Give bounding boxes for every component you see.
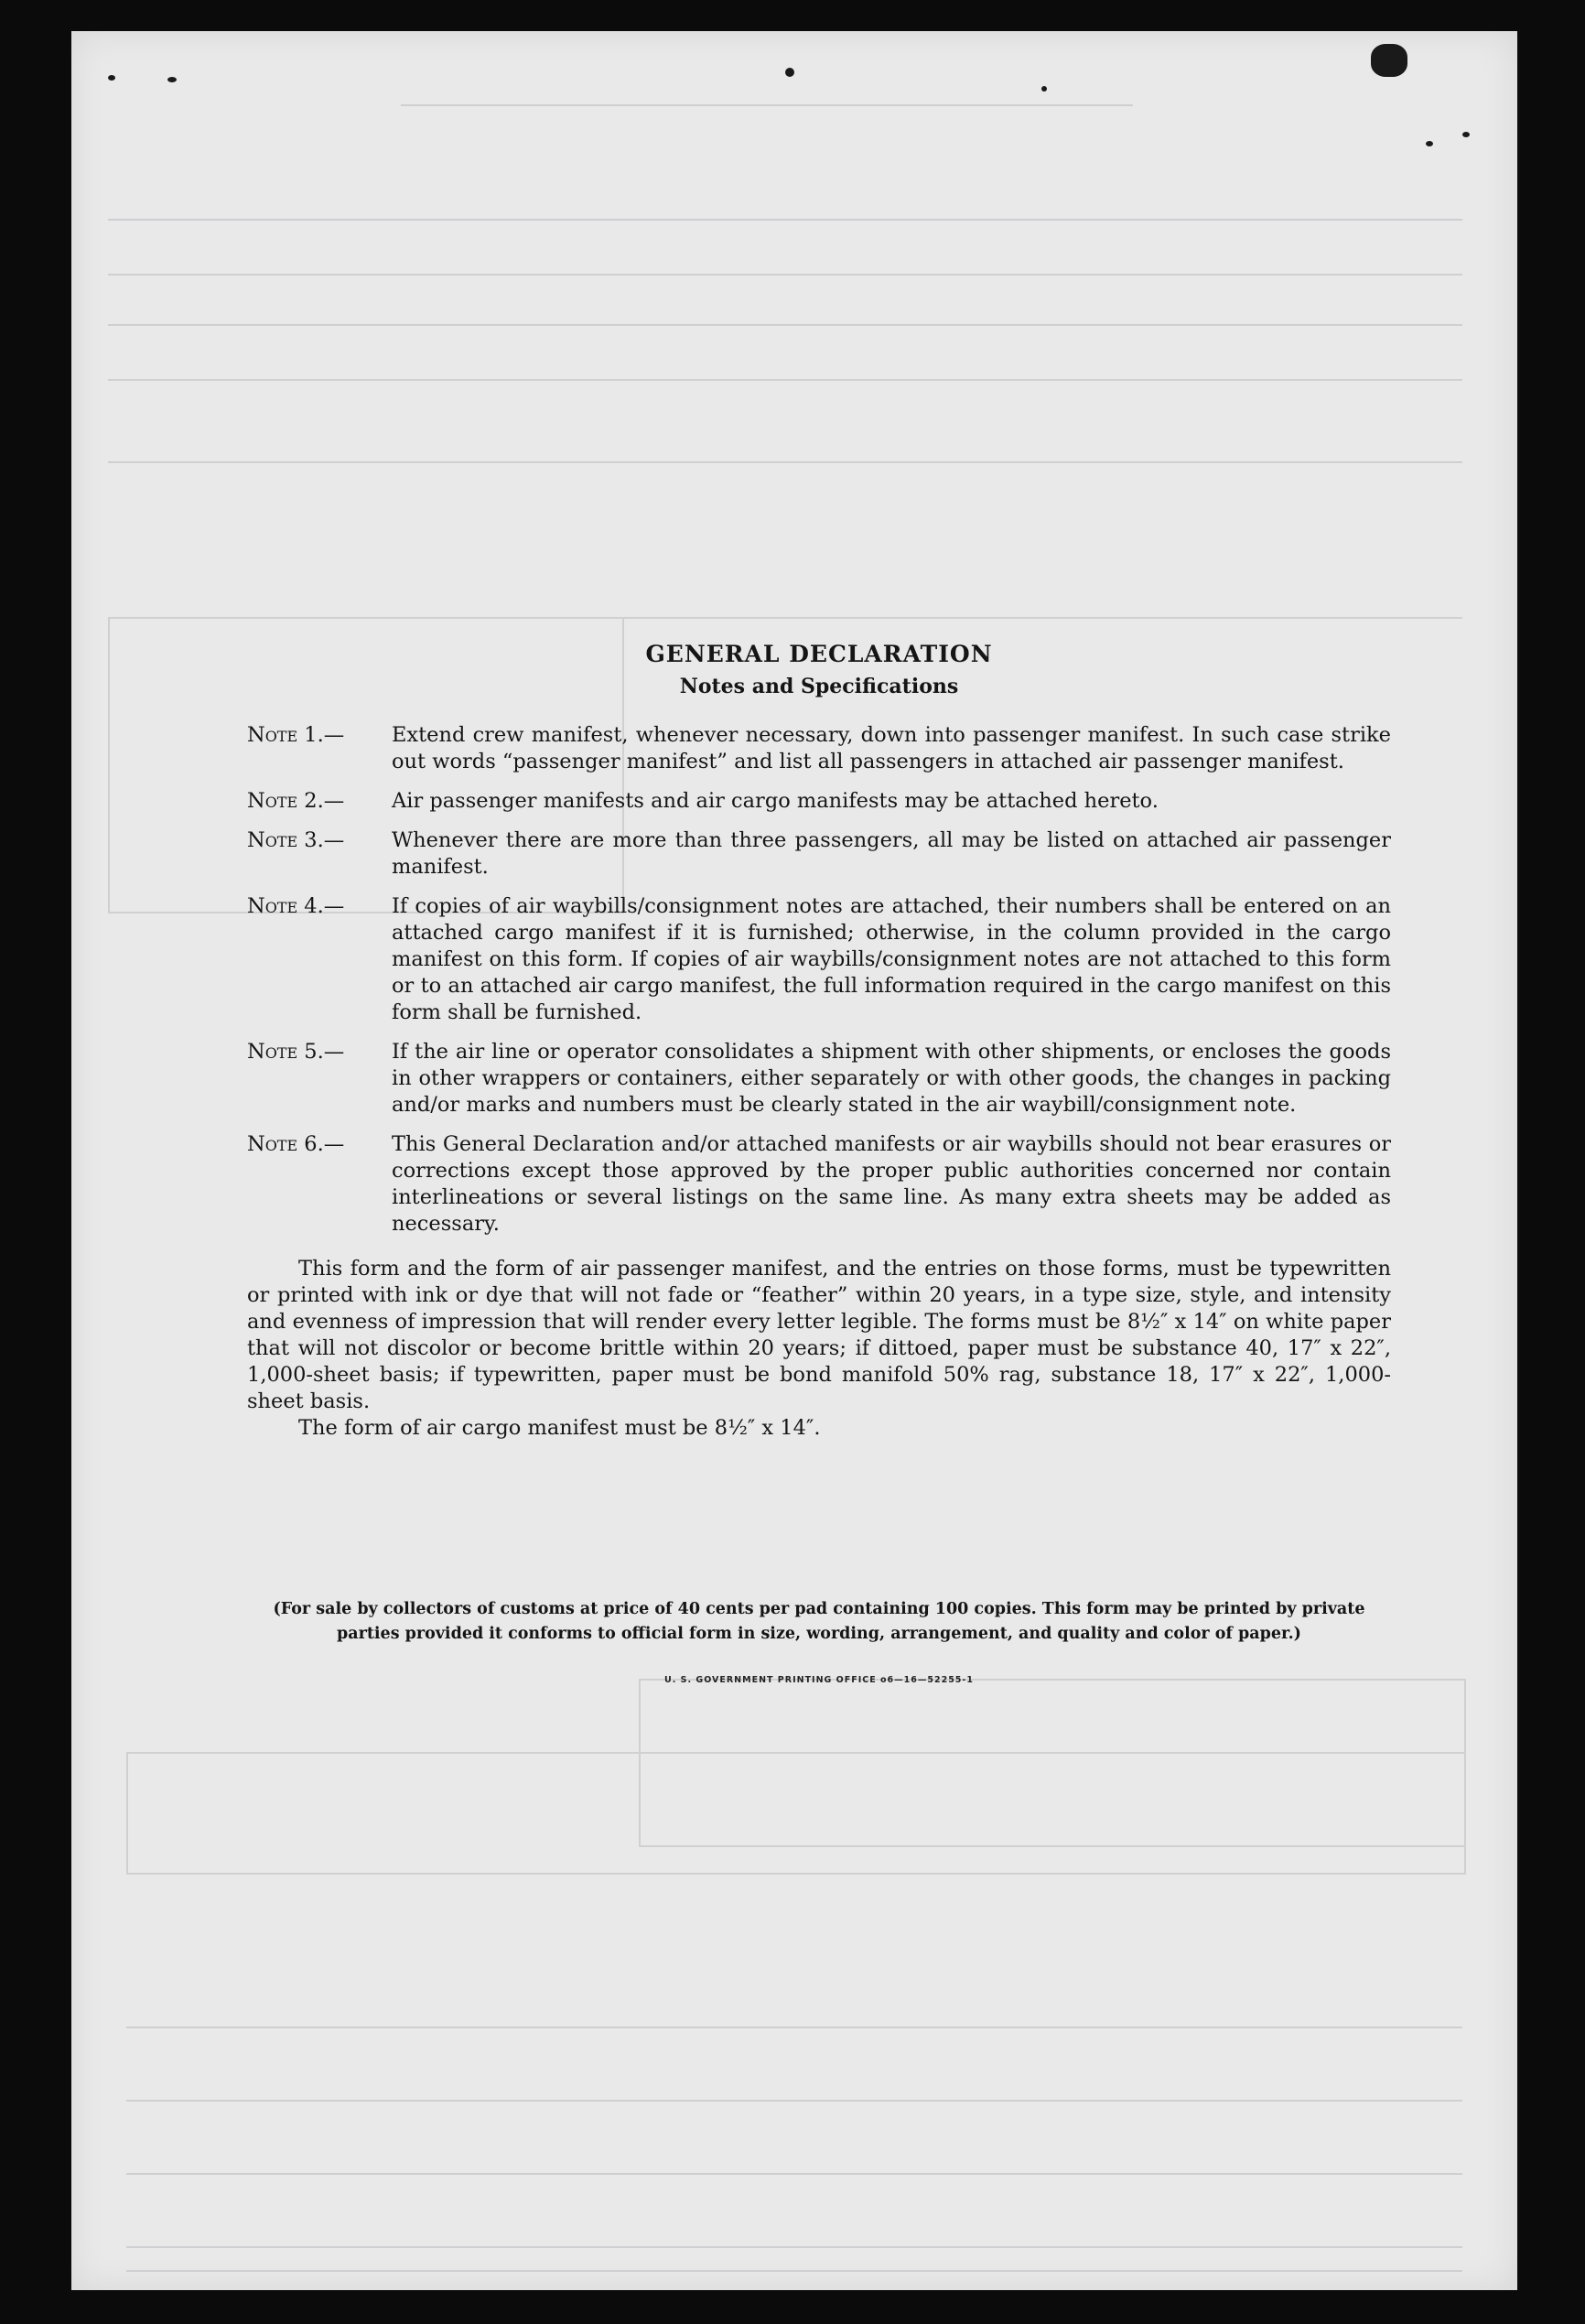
speck-mark [167, 77, 177, 82]
bleed-through-mark [108, 219, 1462, 221]
note-text: Extend crew manifest, whenever necessary, down into passenger manifest. In such case strike out words “passenger manifest” and list all passengers in attached air passenger manifest. [392, 723, 1391, 773]
cargo-form-size-line: The form of air cargo manifest must be 8½″ x 14″. [298, 1416, 821, 1440]
printer-imprint: U. S. GOVERNMENT PRINTING OFFICE o6—16—52255-1 [664, 1675, 974, 1685]
bleed-through-mark [126, 2246, 1462, 2248]
speck-mark [108, 75, 115, 81]
note-6 [247, 1131, 1391, 1238]
bleed-through-mark [108, 461, 1462, 463]
document-subtitle: Notes and Specifications [679, 675, 959, 698]
note-text: If the air line or operator consolidates a shipment with other shipments, or encloses the goods in other wrappers or containers, either separately or with other goods, the changes in packing and/or marks and numbers must be clearly stated in the air waybill/consignment note. [392, 1040, 1391, 1117]
note-label: Note 6.— [247, 1132, 345, 1156]
speck-mark [1426, 141, 1433, 146]
speck-mark [1041, 86, 1047, 92]
note-text: If copies of air waybills/consignment notes are attached, their numbers shall be entered on an attached cargo manifest if it is furnished; otherwise, in the column provided in the cargo manifest on this form. If copies of air waybills/consignment notes are not attached to this form or to an attached air cargo manifest, the full information required in the cargo manifest on this form shall be furnished. [392, 894, 1391, 1024]
speck-mark [1462, 132, 1470, 137]
note-text: This General Declaration and/or attached manifests or air waybills should not bear erasures or corrections except those approved by the proper public authorities concerned nor contain interlineations or several listings on the same line. As many extra sheets may be added as necessary. [392, 1132, 1391, 1236]
bleed-through-mark [126, 2100, 1462, 2102]
note-label: Note 5.— [247, 1040, 345, 1064]
note-3 [247, 827, 1391, 881]
note-label: Note 2.— [247, 789, 345, 813]
note-text: Whenever there are more than three passengers, all may be listed on attached air passenger manifest. [392, 828, 1391, 879]
note-4 [247, 893, 1391, 1026]
note-label: Note 4.— [247, 894, 345, 918]
note-1 [247, 722, 1391, 775]
specification-paragraph: This form and the form of air passenger manifest, and the entries on those forms, must be typewritten or printed with ink or dye that will not fade or “feather” within 20 years, in a type size, style, and intensity and evenness of impression that will render every letter legible. The forms must be 8½″ x 14″ on white paper that will not discolor or become brittle within 20 years; if dittoed, paper must be substance 40, 17″ x 22″, 1,000-sheet basis; if typewritten, paper must be bond manifold 50% rag, substance 18, 17″ x 22″, 1,000-sheet basis. [247, 1257, 1391, 1413]
bleed-through-mark [108, 324, 1462, 326]
bleed-through-mark [126, 1752, 1466, 1875]
bleed-through-mark [126, 2173, 1462, 2175]
note-label: Note 1.— [247, 723, 345, 747]
note-text: Air passenger manifests and air cargo manifests may be attached hereto. [392, 789, 1159, 813]
bleed-through-mark [126, 2270, 1462, 2272]
bleed-through-mark [126, 2027, 1462, 2028]
bleed-through-mark [108, 274, 1462, 276]
notes-section [247, 641, 1391, 1442]
document-title: GENERAL DECLARATION [645, 641, 993, 667]
sale-notice: (For sale by collectors of customs at price of 40 cents per pad containing 100 copies. This form may be printed by private parties provided it conforms to official form in size, wording, arrangement, and quality and color of paper.) [273, 1600, 1365, 1643]
note-5 [247, 1039, 1391, 1119]
note-label: Note 3.— [247, 828, 345, 852]
speck-mark [785, 68, 794, 77]
punch-hole [1371, 44, 1407, 77]
bleed-through-mark [108, 379, 1462, 381]
note-2 [247, 788, 1391, 815]
bleed-through-mark [401, 104, 1133, 106]
